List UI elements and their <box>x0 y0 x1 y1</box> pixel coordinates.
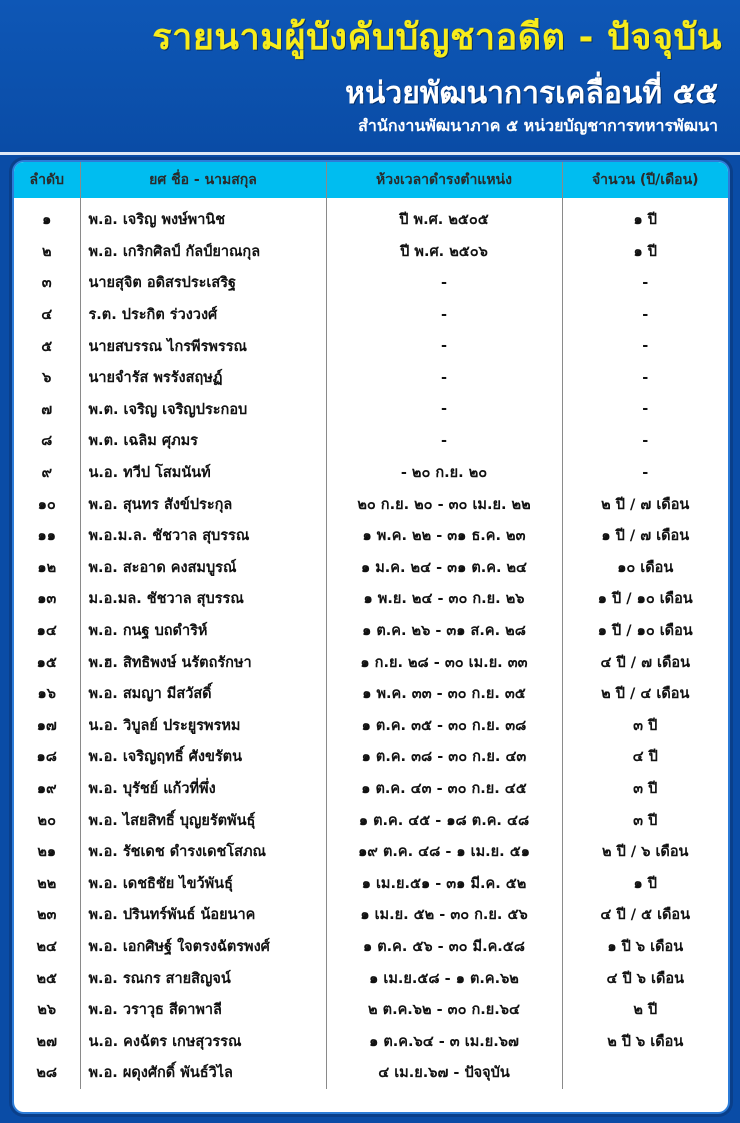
order-cell: ๑๗ <box>14 710 80 742</box>
order-cell: ๑๖ <box>14 678 80 710</box>
period-cell: ปี พ.ศ. ๒๕๐๕ <box>326 198 562 236</box>
table-row <box>14 552 728 584</box>
name-cell: พ.อ. ปรินทร์พันธ์ น้อยนาค <box>80 899 326 931</box>
period-cell: - <box>326 330 562 362</box>
duration-cell: ๑ ปี / ๑๐ เดือน <box>597 623 693 640</box>
period-cell: - <box>326 394 562 426</box>
name-cell: พ.อ. กนฐ บถดำริห์ <box>80 615 326 647</box>
name-cell: พ.อ. บุรัชย์ แก้วที่พึ่ง <box>80 773 326 805</box>
table-row <box>14 457 728 489</box>
duration-cell: - <box>642 401 649 418</box>
name-cell: พ.อ. ไสยสิทธิ์ บุญยรัตพันธุ์ <box>80 804 326 836</box>
order-cell: ๑๕ <box>14 646 80 678</box>
name-cell: น.อ. ทวีป โสมนันท์ <box>80 457 326 489</box>
name-cell: พ.อ. เจริญฤทธิ์ ศังขรัตน <box>80 741 326 773</box>
table-row <box>14 646 728 678</box>
order-cell: ๒๗ <box>14 1025 80 1057</box>
name-cell: พ.อ. ผดุงศักดิ์ พันธ์วิไล <box>80 1057 326 1089</box>
order-cell: ๕ <box>14 330 80 362</box>
table-row <box>14 1057 728 1089</box>
period-cell: ๑ ต.ค. ๕๖ - ๓๐ มี.ค.๕๘ <box>326 931 562 963</box>
duration-cell: - <box>642 306 649 323</box>
table-row <box>14 236 728 268</box>
name-cell: พ.ต. เจริญ เจริญประกอบ <box>80 394 326 426</box>
table-row <box>14 804 728 836</box>
duration-cell: - <box>642 464 649 481</box>
duration-cell: - <box>642 432 649 449</box>
header-divider <box>0 152 740 155</box>
duration-cell: ๑ ปี / ๗ เดือน <box>601 528 690 545</box>
period-cell: - <box>326 267 562 299</box>
name-cell: พ.ฮ. สิทธิพงษ์ นรัตถรักษา <box>80 646 326 678</box>
duration-cell: ๓ ปี <box>633 780 658 797</box>
period-cell: ๑ ต.ค. ๔๓ - ๓๐ ก.ย. ๔๕ <box>326 773 562 805</box>
order-cell: ๓ <box>14 267 80 299</box>
name-cell: ร.ต. ประกิต ร่วงวงศ์ <box>80 299 326 331</box>
name-cell: นายสบรรณ ไกรพีรพรรณ <box>80 330 326 362</box>
name-cell: พ.อ. สมญา มีสวัสดิ์ <box>80 678 326 710</box>
name-cell: พ.อ. เจริญ พงษ์พานิช <box>80 198 326 236</box>
period-cell: - ๒๐ ก.ย. ๒๐ <box>326 457 562 489</box>
order-cell: ๑๒ <box>14 552 80 584</box>
table-row <box>14 836 728 868</box>
period-cell: ปี พ.ศ. ๒๕๐๖ <box>326 236 562 268</box>
table-row <box>14 267 728 299</box>
order-cell: ๒ <box>14 236 80 268</box>
order-cell: ๒๘ <box>14 1057 80 1089</box>
duration-cell: ๒ ปี ๖ เดือน <box>607 1033 684 1050</box>
duration-cell: ๑ ปี ๖ เดือน <box>607 938 684 955</box>
column-header-duration: จำนวน (ปี/เดือน) <box>562 162 728 198</box>
duration-cell: ๔ ปี / ๗ เดือน <box>600 654 691 671</box>
name-cell: พ.อ.ม.ล. ชัชวาล สุบรรณ <box>80 520 326 552</box>
name-cell: นายสุจิต อดิสรประเสริฐ <box>80 267 326 299</box>
column-header-order: ลำดับ <box>14 162 80 198</box>
name-cell: พ.อ. เดชธิชัย ไขว้พันธุ์ <box>80 867 326 899</box>
table-row <box>14 583 728 615</box>
name-cell: พ.อ. สะอาด คงสมบูรณ์ <box>80 552 326 584</box>
order-cell: ๙ <box>14 457 80 489</box>
unit-name: หน่วยพัฒนาการเคลื่อนที่ ๕๕ <box>345 76 718 111</box>
table-row <box>14 394 728 426</box>
period-cell: ๑ เม.ย. ๕๒ - ๓๐ ก.ย. ๕๖ <box>326 899 562 931</box>
duration-cell: ๑ ปี / ๑๐ เดือน <box>597 591 693 608</box>
period-cell: ๑ ต.ค. ๓๘ - ๓๐ ก.ย. ๔๓ <box>326 741 562 773</box>
period-cell: ๑ ต.ค. ๒๖ - ๓๑ ส.ค. ๒๘ <box>326 615 562 647</box>
order-cell: ๑๑ <box>14 520 80 552</box>
order-cell: ๔ <box>14 299 80 331</box>
order-cell: ๒๖ <box>14 994 80 1026</box>
table-row <box>14 1025 728 1057</box>
table-row <box>14 899 728 931</box>
duration-cell: ๑ ปี <box>633 212 657 229</box>
order-cell: ๒๒ <box>14 867 80 899</box>
table-row <box>14 931 728 963</box>
duration-cell: - <box>642 369 649 386</box>
duration-cell: ๔ ปี / ๕ เดือน <box>600 907 691 924</box>
name-cell: ม.อ.มล. ชัชวาล สุบรรณ <box>80 583 326 615</box>
duration-cell: - <box>642 338 649 355</box>
duration-cell: ๑ ปี <box>633 875 657 892</box>
period-cell: ๒ ต.ค.๖๒ - ๓๐ ก.ย.๖๔ <box>326 994 562 1026</box>
header-banner <box>0 0 740 152</box>
duration-cell: ๒ ปี <box>633 1002 658 1019</box>
duration-cell: ๔ ปี ๖ เดือน <box>606 970 685 987</box>
period-cell: ๑ ต.ค. ๓๕ - ๓๐ ก.ย. ๓๘ <box>326 710 562 742</box>
period-cell: ๑ พ.ย. ๒๔ - ๓๐ ก.ย. ๒๖ <box>326 583 562 615</box>
table-header-row <box>14 162 728 198</box>
period-cell: ๑ ก.ย. ๒๘ - ๓๐ เม.ย. ๓๓ <box>326 646 562 678</box>
column-header-period: ห้วงเวลาดำรงตำแหน่ง <box>326 162 562 198</box>
duration-cell: ๔ ปี <box>632 749 658 766</box>
period-cell: ๒๐ ก.ย. ๒๐ - ๓๐ เม.ย. ๒๒ <box>326 488 562 520</box>
table-row <box>14 773 728 805</box>
name-cell: น.อ. คงฉัตร เกษสุวรรณ <box>80 1025 326 1057</box>
duration-cell: ๓ ปี <box>633 717 658 734</box>
duration-cell: ๑๐ เดือน <box>617 559 674 576</box>
duration-cell: ๓ ปี <box>633 812 658 829</box>
order-cell: ๒๓ <box>14 899 80 931</box>
period-cell: ๔ เม.ย.๖๗ - ปัจจุบัน <box>326 1057 562 1089</box>
duration-cell: ๒ ปี / ๖ เดือน <box>602 844 689 861</box>
table-row <box>14 198 728 236</box>
period-cell: ๑๙ ต.ค. ๔๘ - ๑ เม.ย. ๕๑ <box>326 836 562 868</box>
order-cell: ๒๑ <box>14 836 80 868</box>
page-title: รายนามผู้บังคับบัญชาอดีต - ปัจจุบัน <box>152 17 722 58</box>
period-cell: - <box>326 299 562 331</box>
duration-cell: ๑ ปี <box>633 243 657 260</box>
order-cell: ๑๙ <box>14 773 80 805</box>
duration-cell <box>562 1057 728 1089</box>
name-cell: พ.อ. สุนทร สังข์ประกุล <box>80 488 326 520</box>
duration-cell: ๒ ปี / ๔ เดือน <box>601 686 690 703</box>
table-row <box>14 741 728 773</box>
order-cell: ๘ <box>14 425 80 457</box>
name-cell: พ.อ. รณกร สายสิญจน์ <box>80 962 326 994</box>
table-row <box>14 994 728 1026</box>
period-cell: - <box>326 425 562 457</box>
table-row <box>14 520 728 552</box>
order-cell: ๒๐ <box>14 804 80 836</box>
name-cell: น.อ. วิบูลย์ ประยูรพรหม <box>80 710 326 742</box>
table-row <box>14 710 728 742</box>
order-cell: ๑ <box>14 198 80 236</box>
table-row <box>14 299 728 331</box>
duration-cell: ๒ ปี / ๗ เดือน <box>601 496 690 513</box>
table-row <box>14 362 728 394</box>
period-cell: ๑ เม.ย.๕๑ - ๓๑ มี.ค. ๕๒ <box>326 867 562 899</box>
order-cell: ๖ <box>14 362 80 394</box>
name-cell: นายจำรัส พรรังสฤษฏ์ <box>80 362 326 394</box>
table-row <box>14 488 728 520</box>
table-row <box>14 330 728 362</box>
commanders-table-card <box>12 160 730 1114</box>
order-cell: ๑๘ <box>14 741 80 773</box>
table-row <box>14 425 728 457</box>
commanders-table <box>14 162 728 1089</box>
table-row <box>14 615 728 647</box>
order-cell: ๒๕ <box>14 962 80 994</box>
order-cell: ๑๐ <box>14 488 80 520</box>
name-cell: พ.ต. เฉลิม ศุภมร <box>80 425 326 457</box>
organization-name: สำนักงานพัฒนาภาค ๕ หน่วยบัญชาการทหารพัฒนา <box>358 116 718 135</box>
order-cell: ๑๓ <box>14 583 80 615</box>
column-header-name: ยศ ชื่อ - นามสกุล <box>80 162 326 198</box>
period-cell: ๑ เม.ย.๕๘ - ๑ ต.ค.๖๒ <box>326 962 562 994</box>
order-cell: ๑๔ <box>14 615 80 647</box>
table-row <box>14 962 728 994</box>
table-row <box>14 678 728 710</box>
period-cell: ๑ ต.ค.๖๔ - ๓ เม.ย.๖๗ <box>326 1025 562 1057</box>
name-cell: พ.อ. วราวุธ สีดาพาลี <box>80 994 326 1026</box>
name-cell: พ.อ. รัชเดช ดำรงเดชโสภณ <box>80 836 326 868</box>
period-cell: - <box>326 362 562 394</box>
name-cell: พ.อ. เกริกศิลป์ กัลป์ยาณกุล <box>80 236 326 268</box>
period-cell: ๑ พ.ค. ๓๓ - ๓๐ ก.ย. ๓๕ <box>326 678 562 710</box>
period-cell: ๑ ม.ค. ๒๔ - ๓๑ ต.ค. ๒๔ <box>326 552 562 584</box>
duration-cell: - <box>642 274 649 291</box>
order-cell: ๒๔ <box>14 931 80 963</box>
period-cell: ๑ พ.ค. ๒๒ - ๓๑ ธ.ค. ๒๓ <box>326 520 562 552</box>
table-row <box>14 867 728 899</box>
name-cell: พ.อ. เอกศิษฐ์ ใจตรงฉัตรพงศ์ <box>80 931 326 963</box>
period-cell: ๑ ต.ค. ๔๕ - ๑๘ ต.ค. ๔๘ <box>326 804 562 836</box>
order-cell: ๗ <box>14 394 80 426</box>
